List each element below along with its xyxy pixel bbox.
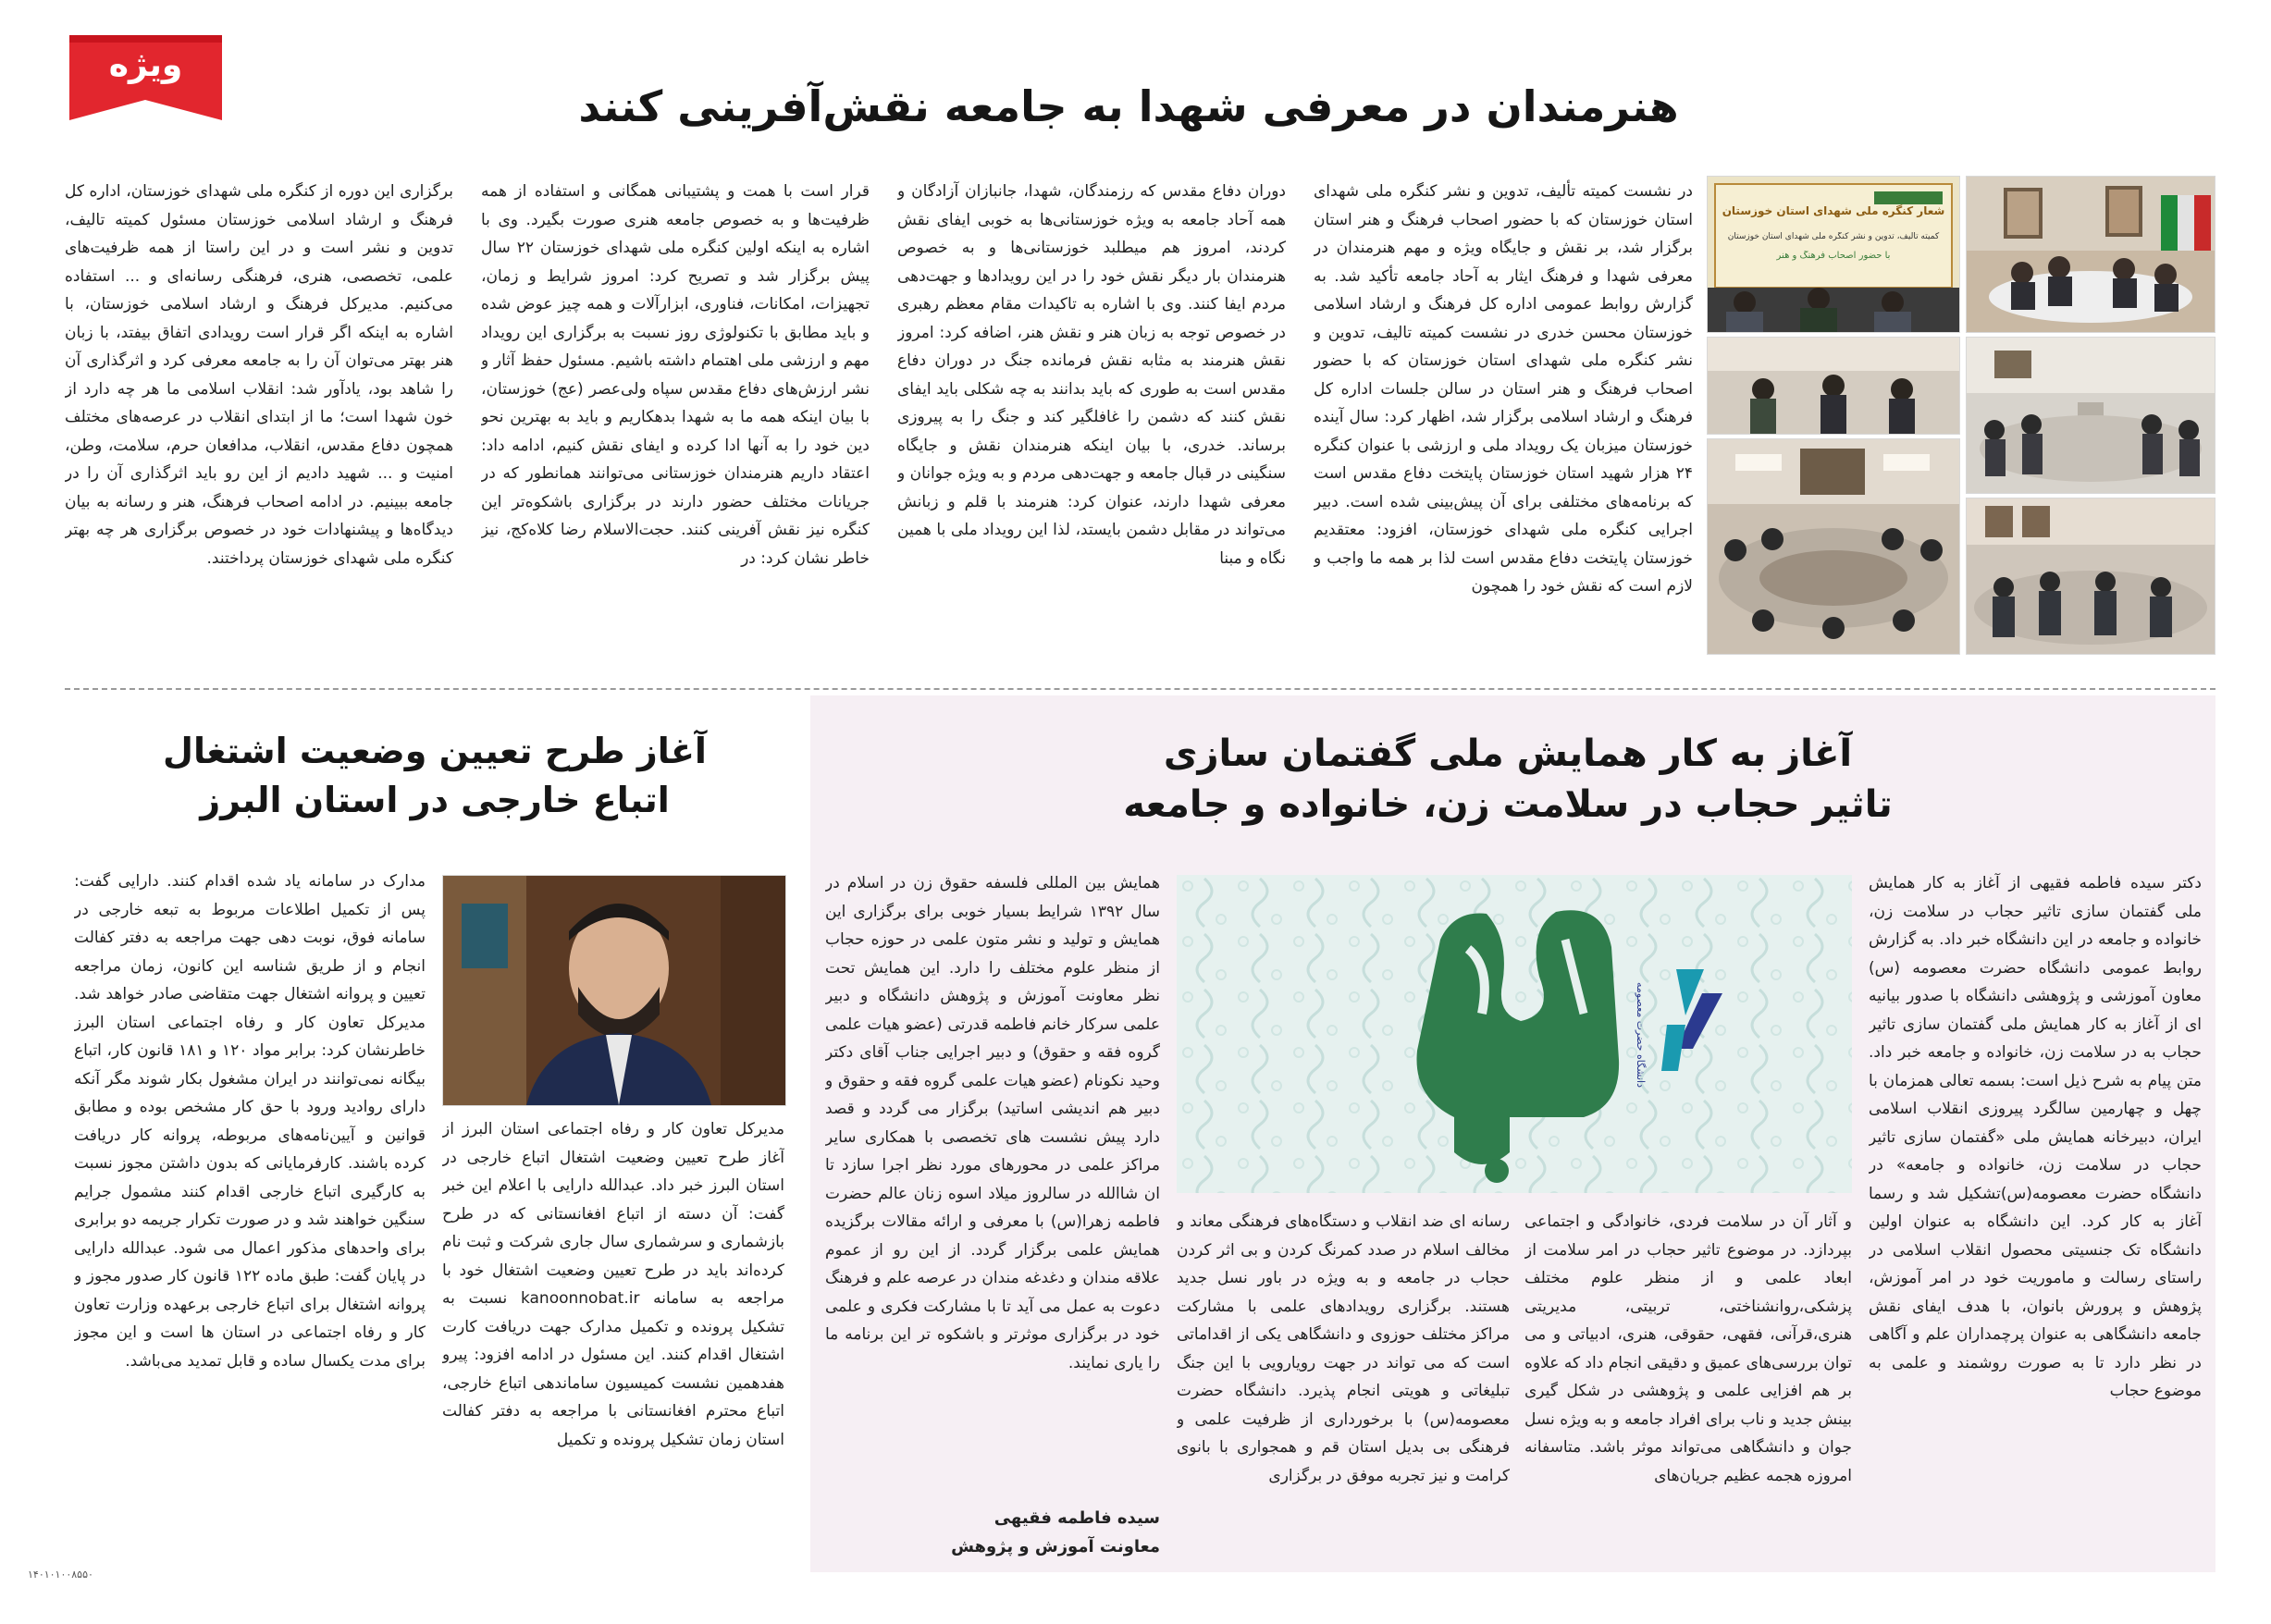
article2-column-2-text: و آثار آن در سلامت فردی، خانوادگی و اجتماعی بپردازد. در موضوع تاثیر حجاب در امر سلامت از ابعاد علمی و از منظر علوم مختلف پزشکی،روانشناختی، تربیتی، مدیریتی هنری،قرآنی، فقهی، حقوقی، هنری، ادبیاتی و می توان بررسی‌های عمیق و دقیقی انجام داد که علاوه بر هم افزایی علمی و پژوهشی در شکل گیری بینش جدید و ناب برای افراد جامعه و به ویژه نسل جوان و دانشگاهی می‌تواند موثر باشد. متاسفانه امروزه هجمه عظیم جریان‌های	[1524, 1212, 1852, 1485]
article3-column-2	[442, 1115, 784, 1561]
hijab-poster-art	[1177, 875, 1852, 1193]
article1-column-2-text: دوران دفاع مقدس که رزمندگان، شهدا، جانبازان آزادگان و همه آحاد جامعه به ویژه خوزستانی‌ها به خوبی ایفای نقش کردند، امروز هم میطلبد خوزستانی‌ها و به خصوص هنرمندان بار دیگر نقش خود را در این رویدادها و جهت‌دهی مردم ایفا کنند. وی با اشاره به تاکیدات مقام معظم رهبری در خصوص توجه به زبان هنر و نقش هنر، اضافه کرد: امروز نقش هنرمند به مثابه نقش فرمانده جنگ در دوران دفاع مقدس است به طوری که باید بدانند به چه شکلی باید ایفای نقش کنند که دشمن را غافلگیر کند و جنگ را به پیروزی برساند. خدری، با بیان اینکه هنرمندان نقش و جایگاه سنگینی در قبال جامعه و جهت‌دهی مردم و به ویژه جوانان و معرفی شهدا دارند، عنوان کرد: هنرمند با قلم و زبانش می‌تواند در مقابل دشمن بایستد، لذا این رویداد ملی با همین نگاه و مبنا	[897, 182, 1286, 568]
article3-column-2-text: مدیرکل تعاون کار و رفاه اجتماعی استان البرز از آغاز طرح تعیین وضعیت اشتغال اتباع خارجی در استان البرز خبر داد. عبدالله دارایی با اعلام این خبر گفت: آن دسته از اتباع افغانستانی که در طرح بازشماری و سرشماری سال جاری شرکت و ثبت نام کرده‌اند باید در طرح تعیین وضعیت اشتغال خود با مراجعه به سامانه kanoonnobat.ir نسبت به تشکیل پرونده و تکمیل مدارک جهت دریافت کارت اشتغال اقدام کنند. این مسئول در ادامه افزود: پیرو هفدهمین نشست کمیسیون ساماندهی اتباع خارجی، اتباع محترم افغانستانی با مراجعه به دفتر کفالت استان زمان تشکیل پرونده و تکمیل	[442, 1120, 784, 1449]
university-logo-icon	[1658, 960, 1732, 1099]
meeting-photo-3	[1966, 498, 2215, 655]
article2-column-2	[1524, 1208, 1852, 1559]
article1-column-3	[481, 178, 870, 658]
university-logo-caption: دانشگاه حضرت معصومه	[1635, 982, 1647, 1088]
article2-column-3	[1177, 1208, 1510, 1559]
article3-column-1	[74, 867, 426, 1561]
hijab-poster	[1177, 875, 1852, 1193]
banner-line-2: کمیته تالیف، تدوین و نشر کنگره ملی شهدای استان خوزستان	[1727, 232, 1940, 241]
article1-column-3-text: قرار است با همت و پشتیبانی همگانی و استفاده از همه ظرفیت‌ها و به خصوص جامعه هنری صورت بگیرد. وی با اشاره به اینکه اولین کنگره ملی شهدای خوزستان ۲۲ سال پیش برگزار شد و تصریح کرد: امروز شرایط و زمان، تجهیزات، امکانات، فناوری، ابزارآلات و همه چیز عوض شده و باید مطابق با تکنولوژی روز نسبت به برگزاری این رویداد مهم و ارزشی ملی اهتمام داشته باشیم. مسئول حفظ آثار و نشر ارزش‌های دفاع مقدس سپاه ولی‌عصر (عج) خوزستان، با بیان اینکه همه ما به شهدا بدهکاریم و باید به بهترین نحو دین خود را به آنها ادا کرده و ایفای نقش کنیم، ادامه داد: اعتقاد داریم هنرمندان خوزستانی می‌توانند همانطور که در جریانات مختلف حضور دارند در برگزاری باشکوه‌تر این کنگره نیز نقش آفرینی کنند. حجت‌الاسلام رضا کلاه‌کج، نیز خاطر نشان کرد: در	[481, 182, 870, 568]
page-code: ۱۴۰۱۰۱۰۰۸۵۵۰	[28, 1569, 93, 1581]
article1-headline: هنرمندان در معرفی شهدا به جامعه نقش‌آفرینی کنند	[578, 81, 1679, 131]
meeting-photo-1	[1966, 176, 2215, 333]
article1-column-4	[65, 178, 453, 658]
banner-line-3: با حضور اصحاب فرهنگ و هنر	[1776, 251, 1891, 261]
article2-column-4-text: همایش بین المللی فلسفه حقوق زن در اسلام در سال ۱۳۹۲ شرایط بسیار خوبی برای برگزاری این همایش و تولید و نشر متون علمی در حوزه حجاب از منظر علوم مختلف را دارد. این همایش تحت نظر معاونت آموزش و پژوهش دانشگاه و دبیر علمی سرکار خانم فاطمه قدرتی (عضو هیات علمی گروه فقه و حقوق) و دبیر اجرایی جناب آقای دکتر وحید نکونام (عضو هیات علمی گروه فقه و حقوق و دبیر هم اندیشی اساتید) برگزار می گردد و قصد دارد پیش نشست های تخصصی با همکاری سایر مراکز علمی در محورهای مورد نظر اجرا سازد تا ان شاالله در سالروز میلاد اسوه زنان عالم حضرت فاطمه زهرا(س) با معرفی و ارائه مقالات برگزیده همایش علمی برگزار گردد. از این رو از عموم علاقه مندان و دغدغه مندان در عرصه علم و فرهنگ دعوت به عمل می آید تا با مشارکت فکری و علمی خود در برگزاری موثرتر و باشکوه تر این برنامه ما را یاری نمایند.	[825, 874, 1160, 1372]
signature-title: معاونت آموزش و پژوهش	[951, 1537, 1160, 1556]
official-portrait	[442, 875, 786, 1106]
article3-headline-line-2: اتباع خارجی در استان البرز	[200, 780, 670, 820]
section-divider	[65, 688, 2215, 690]
signature-name: سیده فاطمه فقیهی	[994, 1508, 1160, 1528]
meeting-photo-banner	[1707, 176, 1960, 333]
article2-headline-line-2: تاثیر حجاب در سلامت زن، خانواده و جامعه	[1123, 783, 1893, 826]
article1-column-1-text: در نشست کمیته تألیف، تدوین و نشر کنگره ملی شهدای استان خوزستان که با حضور اصحاب فرهنگ و هنر استان برگزار شد، بر نقش و جایگاه ویژه و مهم هنرمندان در معرفی شهدا و فرهنگ ایثار به آحاد جامعه تأکید شد. به گزارش روابط عمومی اداره کل فرهنگ و ارشاد اسلامی خوزستان محسن خدری در نشست کمیته تالیف، تدوین و نشر کنگره ملی شهدای استان خوزستان که با حضور اصحاب فرهنگ و هنر استان در سالن جلسات اداره کل فرهنگ و ارشاد اسلامی برگزار شد، اظهار کرد: سال آینده خوزستان میزبان یک رویداد ملی و ارزشی با عنوان کنگره ۲۴ هزار شهید استان خوزستان پایتخت دفاع مقدس است که برنامه‌های مختلفی برای آن پیش‌بینی شده است. دبیر اجرایی کنگره ملی شهدای خوزستان، افزود: معتقدیم خوزستان پایتخت دفاع مقدس است لذا بر همه ما واجب و لازم است که نقش خود را همچون	[1314, 182, 1693, 596]
meeting-photo-4	[1707, 337, 1960, 435]
article2-column-1	[1869, 869, 2202, 1558]
article3-headline-line-1: آغاز طرح تعیین وضعیت اشتغال	[163, 731, 707, 771]
badge-label: ویژه	[108, 46, 183, 84]
article2-column-4	[825, 869, 1160, 1503]
article1-column-2	[897, 178, 1286, 658]
meeting-photo-2	[1966, 337, 2215, 494]
article3-column-1-text: مدارک در سامانه یاد شده اقدام کنند. دارایی گفت: پس از تکمیل اطلاعات مربوط به تبعه خارجی در سامانه فوق، نوبت دهی جهت مراجعه به دفتر کفالت انجام و از طریق شناسه این کانون، زمان مراجعه تعیین و پروانه اشتغال جهت متقاضی صادر خواهد شد. مدیرکل تعاون کار و رفاه اجتماعی استان البرز خاطرنشان کرد: برابر مواد ۱۲۰ و ۱۸۱ قانون کار، اتباع بیگانه نمی‌توانند در ایران مشغول بکار شوند مگر آنکه دارای روادید ورود با حق کار مشخص بوده و مطابق قوانین و آیین‌نامه‌های مربوطه، پروانه کار دریافت کرده باشند. کارفرمایانی که بدون داشتن مجوز نسبت به کارگیری اتباع خارجی اقدام کنند مشمول جرایم سنگین خواهند شد و در صورت تکرار جریمه دو برابری برای واحدهای مذکور اعمال می شود. عبدالله دارایی در پایان گفت: طبق ماده ۱۲۲ قانون کار صدور مجوز و پروانه اشتغال برای اتباع خارجی برعهده وزارت تعاون کار و رفاه اجتماعی در استان ها است و این مجوز برای مدت یکسال ساده و قابل تمدید می‌باشد.	[74, 872, 426, 1371]
article1-column-4-text: برگزاری این دوره از کنگره ملی شهدای خوزستان، اداره کل فرهنگ و ارشاد اسلامی خوزستان مسئول کمیته تالیف، تدوین و نشر است و در این راستا از همه ظرفیت‌های علمی، تخصصی، هنری، فرهنگی رسانه‌ای و ... استفاده می‌کنیم. مدیرکل فرهنگ و ارشاد اسلامی خوزستان، با اشاره به اینکه اگر قرار است رویدادی اتفاق بیفتد، با زبان هنر بهتر می‌توان آن را به جامعه معرفی کرد و اثرگذاری آن را شاهد بود، یادآور شد: انقلاب اسلامی ما هر چه دارد از خون شهدا است؛ ما از ابتدای انقلاب در عرصه‌های مختلف همچون دفاع مقدس، انقلاب، مدافعان حرم، سلامت، وطن، امنیت و ... شهید دادیم از این رو باید اثرگذاری آن را در جامعه ببینیم. در ادامه اصحاب فرهنگ، هنر و رسانه به بیان دیدگاه‌ها و پیشنهادات خود در خصوص برگزاری هر چه بهتر کنگره ملی شهدای خوزستان پرداختند.	[65, 182, 453, 568]
badge	[69, 35, 222, 120]
article2-headline-line-1: آغاز به کار همایش ملی گفتمان سازی	[1163, 732, 1853, 775]
meeting-photo-5	[1707, 438, 1960, 655]
article2-column-3-text: رسانه ای ضد انقلاب و دستگاه‌های فرهنگی معاند و مخالف اسلام در صدد کمرنگ کردن و بی اثر کردن حجاب در جامعه و به ویژه در باور نسل جدید هستند. برگزاری رویدادهای علمی با مشارکت مراکز مختلف حوزوی و دانشگاهی یکی از اقداماتی است که می تواند در جهت رویارویی با این جنگ تبلیغاتی و هویتی انجام پذیرد. دانشگاه حضرت معصومه(س) با برخورداری از ظرفیت علمی و فرهنگی بی بدیل استان قم و همجواری با بانوی کرامت و نیز تجربه موفق در برگزاری	[1177, 1212, 1510, 1485]
banner-line-1: شعار کنگره ملی شهدای استان خوزستان	[1722, 204, 1945, 217]
article1-column-1	[1314, 178, 1693, 658]
article2-column-1-text: دکتر سیده فاطمه فقیهی از آغاز به کار همایش ملی گفتمان سازی تاثیر حجاب در سلامت زن، خانواده و جامعه در این دانشگاه خبر داد. به گزارش روابط عمومی دانشگاه حضرت معصومه (س) معاون آموزشی و پژوهشی دانشگاه با صدور بیانیه ای از آغاز به کار همایش ملی گفتمان سازی تاثیر حجاب به در سلامت زن، خانواده و جامعه خبر داد. متن پیام به شرح ذیل است: بسمه تعالی همزمان با چهل و چهارمین سالگرد پیروزی انقلاب اسلامی ایران، دبیرخانه همایش ملی «گفتمان سازی تاثیر حجاب در سلامت زن، خانواده و جامعه» در دانشگاه حضرت معصومه(س)تشکیل شد و رسما آغاز به کار کرد. این دانشگاه به عنوان اولین دانشگاه تک جنسیتی محصول انقلاب اسلامی در راستای رسالت و ماموریت خود در امر آموزش، پژوهش و پرورش بانوان، با هدف ایفای نقش جامعه دانشگاهی به عنوان پرچمداران علم و آگاهی در نظر دارد تا به صورت روشمند و علمی به موضوع حجاب	[1869, 874, 2202, 1400]
university-logo	[1658, 960, 1732, 1099]
